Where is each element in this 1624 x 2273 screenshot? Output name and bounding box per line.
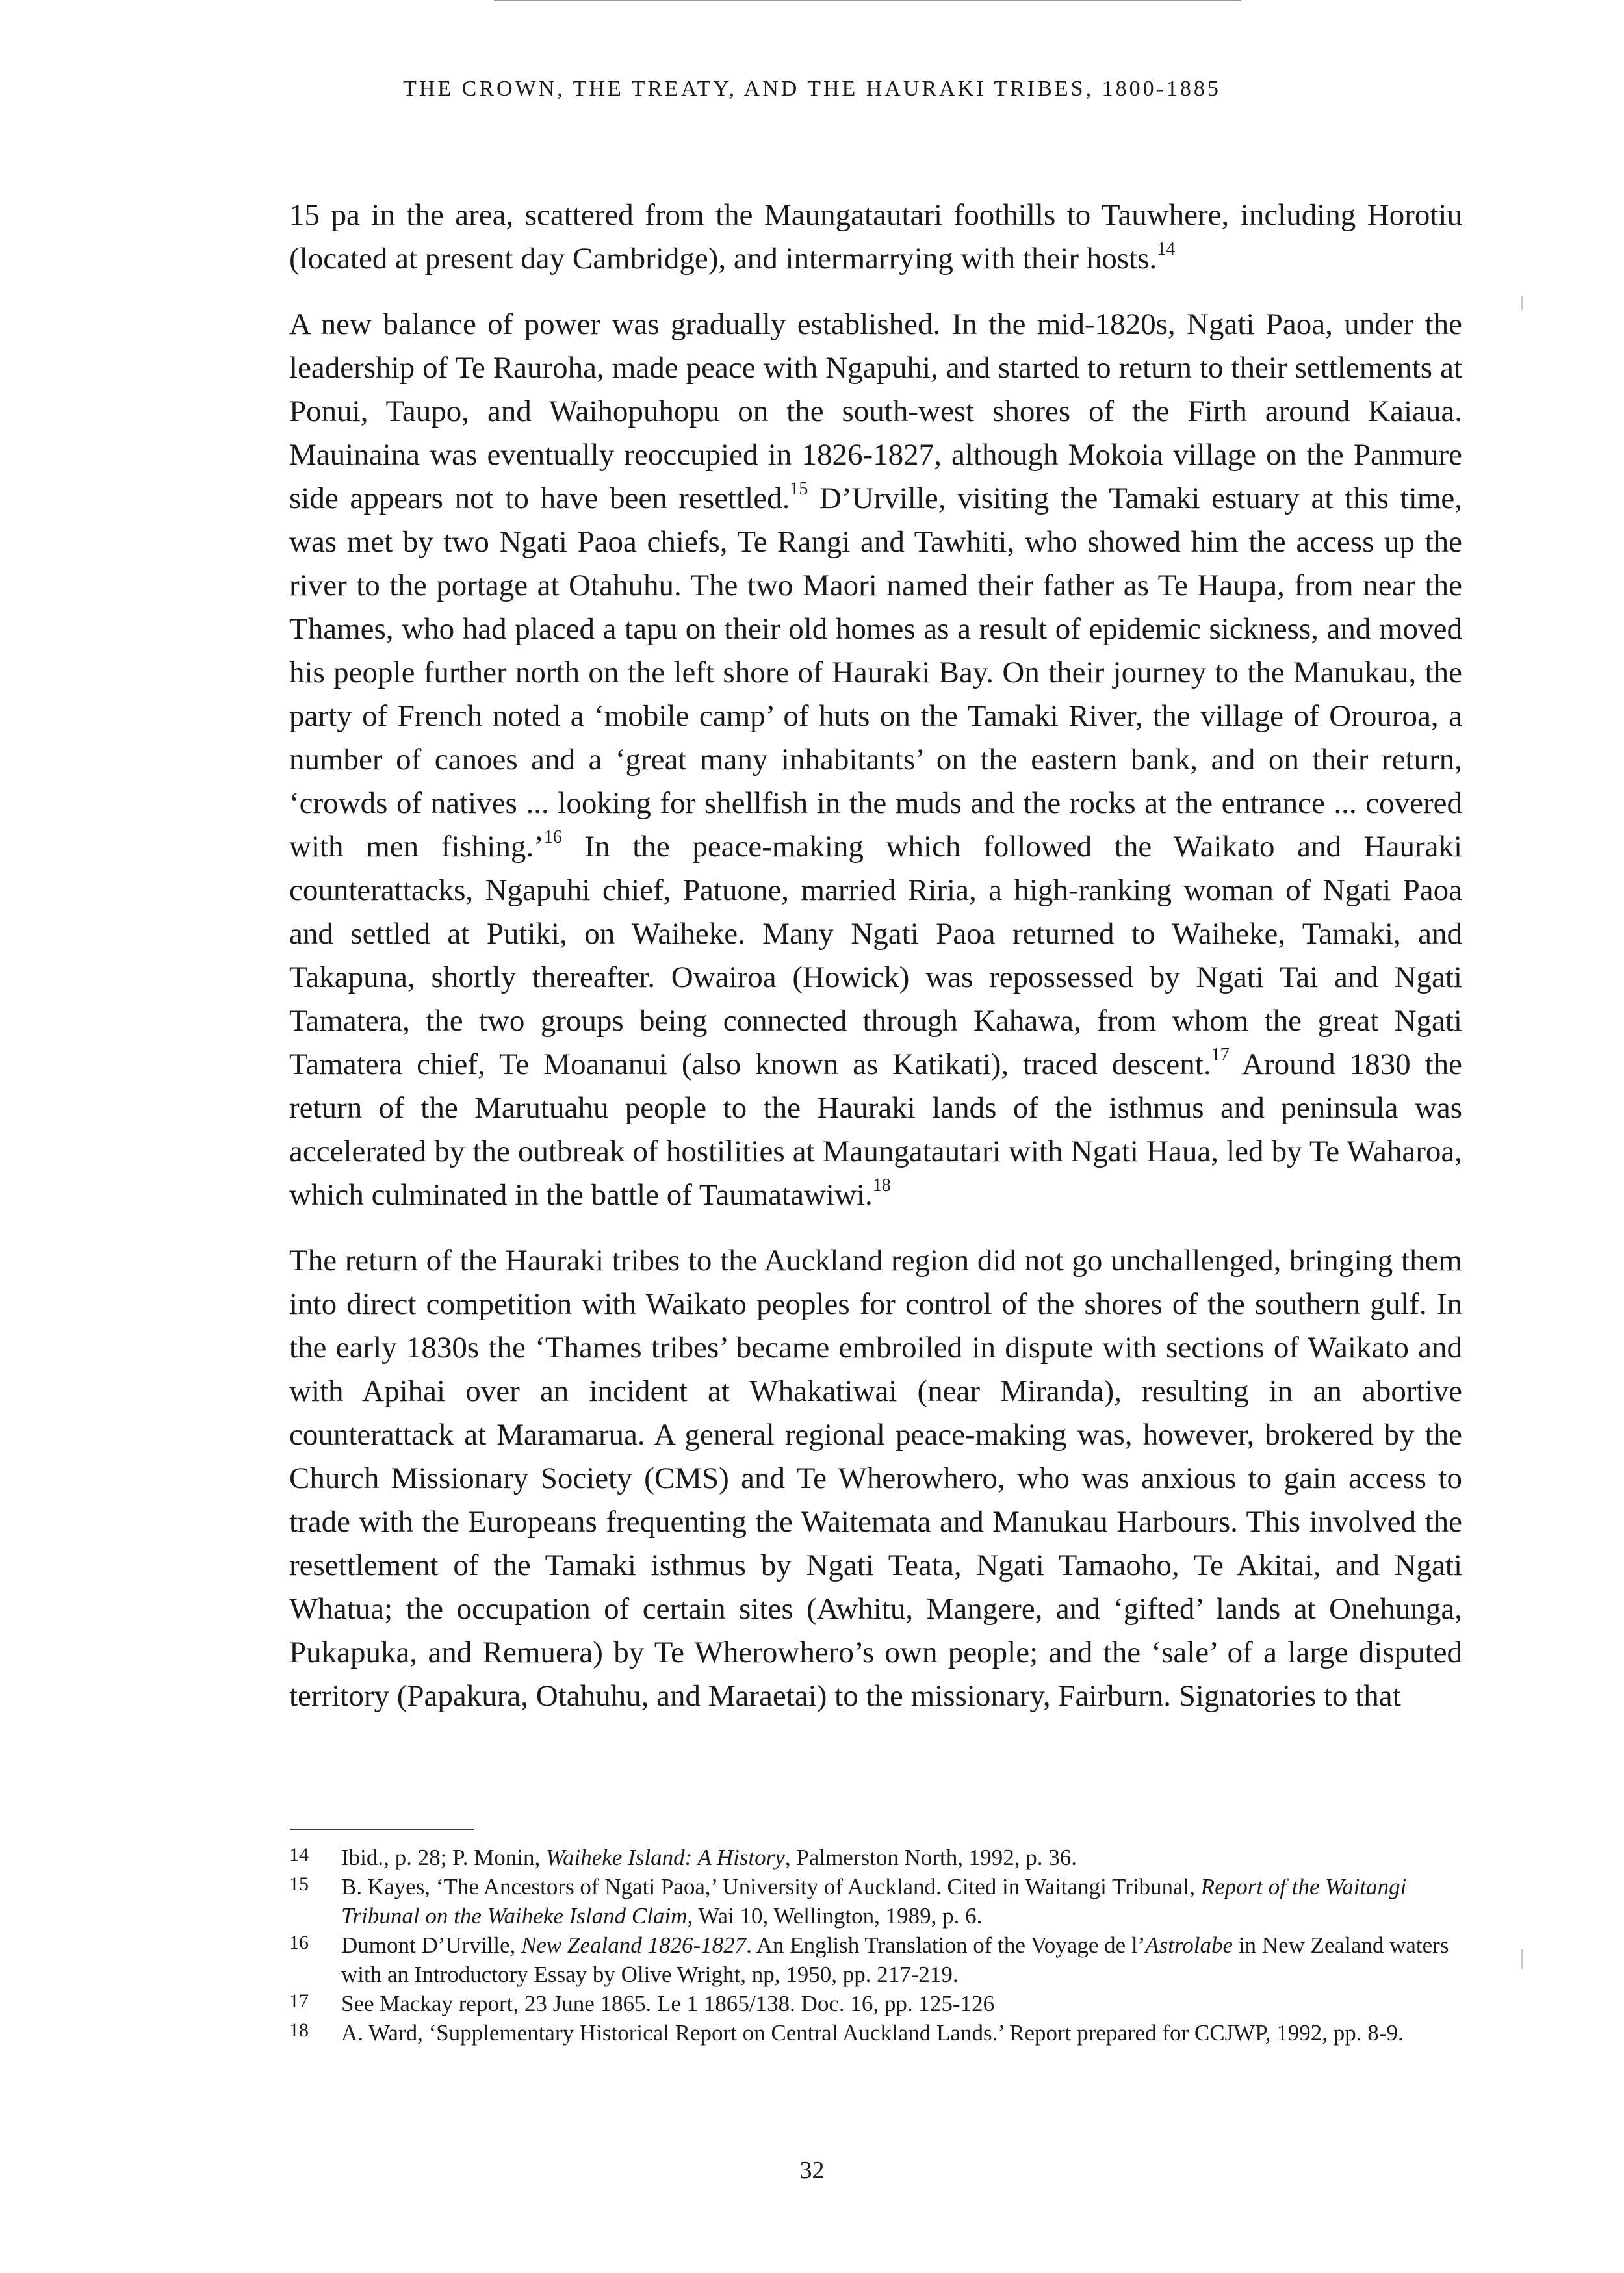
footnote-title: Astrolabe (1145, 1933, 1233, 1958)
footnote-text: B. Kayes, ‘The Ancestors of Ngati Paoa,’ University of Auckland. Cited in Waitangi Tribunal, (341, 1874, 1201, 1899)
paragraph-text: D’Urville, visiting the Tamaki estuary at this time, was met by two Ngati Paoa chiefs, Te Rangi and Tawhiti, who showed him the access up the river to the portage at Otahuhu. The two Maori named their father as Te Haupa, from near the Thames, who had placed a tapu on their old homes as a result of epidemic sickness, and moved his people further north on the left shore of Hauraki Bay. On their journey to the Manukau, the party of French noted a ‘mobile camp’ of huts on the Tamaki River, the village of Orouroa, a number of canoes and a ‘great many inhabitants’ on the eastern bank, and on their return, ‘crowds of natives ... looking for shellfish in the muds and the rocks at the entrance ... covered with men fishing.’ (289, 482, 1462, 864)
paragraph (289, 303, 1462, 1217)
footnote-title: Report of the Waitangi Tribunal on the Waiheke Island Claim (341, 1874, 1407, 1929)
footnote-text: A. Ward, ‘Supplementary Historical Report on Central Auckland Lands.’ Report prepared for CCJWP, 1992, pp. 8-9. (341, 2020, 1404, 2046)
footnote-text: Ibid., p. 28; P. Monin, (341, 1845, 547, 1870)
body-text (289, 194, 1462, 1740)
footnote-ref: 15 (790, 479, 808, 500)
footnote-ref: 17 (1211, 1045, 1230, 1066)
footnote-number: 17 (289, 1990, 309, 2012)
footnote-separator (290, 1829, 474, 1830)
footnote-number: 15 (289, 1873, 309, 1895)
footnote (289, 1843, 1462, 1872)
footnote-ref: 14 (1157, 239, 1176, 260)
footnote (289, 2018, 1462, 2048)
paragraph (289, 194, 1462, 281)
footnotes (289, 1843, 1462, 2048)
footnote-text: Dumont D’Urville, (341, 1933, 522, 1958)
running-head: THE CROWN, THE TREATY, AND THE HAURAKI TRIBES, 1800-1885 (403, 77, 1221, 101)
footnote-number: 18 (289, 2020, 309, 2041)
scan-speck (1521, 1949, 1523, 1969)
paragraph-text: A new balance of power was gradually established. In the mid-1820s, Ngati Paoa, under the leadership of Te Rauroha, made peace with Ngapuhi, and started to return to their settlements at Ponui, Taupo, and Waihopuhopu on the south-west shores of the Firth around Kaiaua. Mauinaina was eventually reoccupied in 1826-1827, although Mokoia village on the Panmure side appears not to have been resettled. (289, 307, 1462, 515)
paragraph-text: 15 pa in the area, scattered from the Maungatautari foothills to Tauwhere, including Horotiu (located at present day Cambridge), and intermarrying with their hosts. (289, 198, 1462, 276)
footnote-text: See Mackay report, 23 June 1865. Le 1 1865/138. Doc. 16, pp. 125-126 (341, 1991, 995, 2016)
footnote (289, 1989, 1462, 2018)
paragraph (289, 1239, 1462, 1718)
footnote-number: 16 (289, 1932, 309, 1953)
footnote-text: , Wai 10, Wellington, 1989, p. 6. (687, 1903, 983, 1929)
footnote-title: Waiheke Island: A History (546, 1845, 785, 1870)
paragraph-text: In the peace-making which followed the Waikato and Hauraki counterattacks, Ngapuhi chief, Patuone, married Riria, a high-ranking woman of Ngati Paoa and settled at Putiki, on Waiheke. Many Ngati Paoa returned to Waiheke, Tamaki, and Takapuna, shortly thereafter. Owairoa (Howick) was repossessed by Ngati Tai and Ngati Tamatera, the two groups being connected through Kahawa, from whom the great Ngati Tamatera chief, Te Moananui (also known as Katikati), traced descent. (289, 830, 1463, 1081)
footnote-ref: 16 (543, 827, 562, 848)
footnote (289, 1872, 1462, 1931)
paragraph-text: The return of the Hauraki tribes to the Auckland region did not go unchallenged, bringing them into direct competition with Waikato peoples for control of the shores of the southern gulf. In the early 1830s the ‘Thames tribes’ became embroiled in dispute with sections of Waikato and with Apihai over an incident at Whakatiwai (near Miranda), resulting in an abortive counterattack at Maramarua. A general regional peace-making was, however, brokered by the Church Missionary Society (CMS) and Te Wherowhero, who was anxious to gain access to trade with the Europeans frequenting the Waitemata and Manukau Harbours. This involved the resettlement of the Tamaki isthmus by Ngati Teata, Ngati Tamaoho, Te Akitai, and Ngati Whatua; the occupation of certain sites (Awhitu, Mangere, and ‘gifted’ lands at Onehunga, Pukapuka, and Remuera) by Te Wherowhero’s own people; and the ‘sale’ of a large disputed territory (Papakura, Otahuhu, and Maraetai) to the missionary, Fairburn. Signatories to that (289, 1244, 1462, 1713)
paragraph-text: Around 1830 the return of the Marutuahu people to the Hauraki lands of the isthmus and peninsula was accelerated by the outbreak of hostilities at Maungatautari with Ngati Haua, led by Te Waharoa, which culminated in the battle of Taumatawiwi. (289, 1047, 1463, 1212)
footnote (289, 1931, 1462, 1989)
page-number: 32 (799, 2157, 825, 2184)
footnote-number: 14 (289, 1844, 309, 1866)
footnote-text: , Palmerston North, 1992, p. 36. (784, 1845, 1077, 1870)
footnote-title: New Zealand 1826-1827 (521, 1933, 747, 1958)
footnote-text: in New Zealand waters with an Introductory Essay by Olive Wright, np, 1950, pp. 217-219. (341, 1933, 1449, 1987)
footnote-ref: 18 (872, 1175, 891, 1196)
top-edge-rule (494, 0, 1241, 1)
scan-speck (1521, 296, 1523, 310)
footnote-text: . An English Translation of the Voyage de l’ (746, 1933, 1146, 1958)
